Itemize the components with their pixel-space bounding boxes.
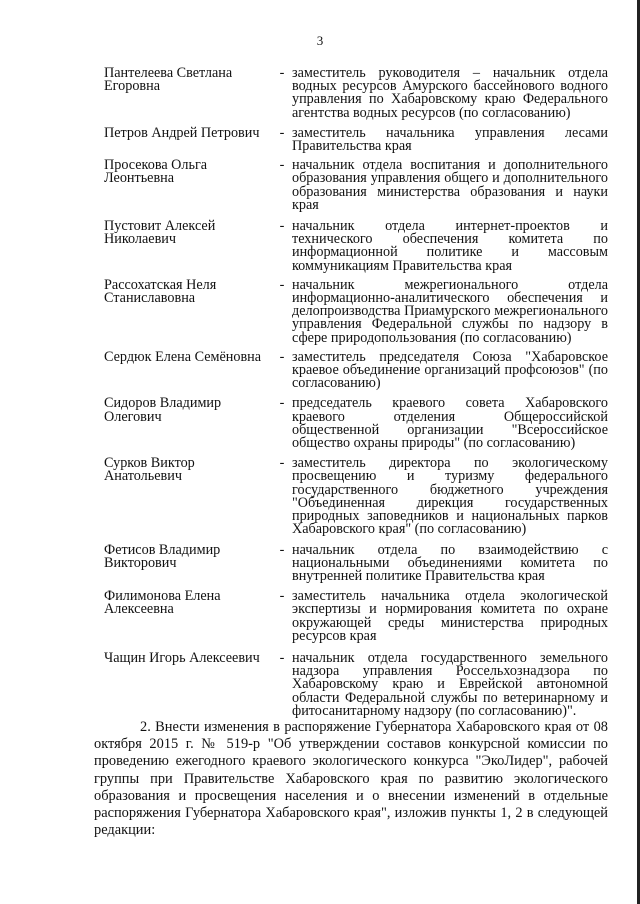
member-name: Сидоров Владимир Олегович — [104, 395, 222, 425]
member-role: начальник межрегионального отдела информационно-аналитического обеспечения и делопроизводства Приамурского межрегионального управления Федеральной службы по надзору в сфере природопользования (по согласованию) — [292, 276, 608, 346]
member-dash: - — [279, 649, 285, 666]
member-dash: - — [279, 218, 285, 235]
member-role: заместитель руководителя – начальник отдела водных ресурсов Амурского бассейнового водного управления по Хабаровскому краю Федерального агентства водных ресурсов (по согласованию) — [292, 65, 608, 121]
member-name: Петров Андрей Петрович — [104, 124, 260, 141]
member-name: Рассохатская Неля Станиславовна — [104, 276, 217, 307]
member-name: Просекова Ольга Леонтьевна — [104, 157, 208, 187]
member-roster — [104, 67, 608, 718]
member-dash: - — [279, 276, 285, 293]
member-entry — [104, 348, 608, 392]
member-name: Сурков Виктор Анатольевич — [104, 455, 195, 485]
member-entry — [104, 541, 608, 584]
member-dash: - — [279, 348, 285, 365]
member-role: начальник отдела воспитания и дополнительного образования управления общего и дополнительного образования министерства образования и науки края — [292, 157, 608, 213]
member-name: Сердюк Елена Семёновна — [104, 348, 262, 365]
member-entry — [104, 590, 608, 643]
member-entry — [104, 220, 608, 273]
member-entry — [104, 457, 608, 536]
member-role: председатель краевого совета Хабаровского краевого отделения Общероссийской общественной организации "Всероссийское общество охраны природы" (по согласованию) — [292, 395, 608, 452]
member-role: заместитель директора по экологическому просвещению и туризму федерального государственного бюджетного учреждения "Объединенная дирекция государственных природных заповедников и национальных парков Хабаровского края" (по согласованию) — [292, 455, 608, 538]
member-role: начальник отдела интернет-проектов и технического обеспечения комитета по информационной политике и массовым коммуникациям Правительства края — [292, 218, 608, 274]
member-dash: - — [279, 65, 285, 81]
member-role: начальник отдела государственного земельного надзора управления Россельхознадзора по Хабаровскому краю и Еврейской автономной области Федеральной службы по ветеринарному и фитосанитарному надзору (по согласованию)". — [292, 649, 608, 719]
member-dash: - — [279, 455, 285, 472]
member-dash: - — [279, 541, 285, 558]
member-entry — [104, 67, 608, 120]
member-name: Филимонова Елена Алексеевна — [104, 588, 221, 618]
member-entry — [104, 159, 608, 212]
member-role: заместитель председателя Союза "Хабаровское краевое объединение организаций профсоюзов" (по согласованию) — [292, 348, 608, 392]
member-entry — [104, 649, 608, 719]
member-dash: - — [279, 588, 285, 605]
member-name: Фетисов Владимир Викторович — [104, 541, 221, 571]
amendment-paragraph: 2. Внести изменения в распоряжение Губернатора Хабаровского края от 08 октября 2015 г. № 519-р "Об утверждении составов конкурсной комиссии по проведению ежегодного краевого экологического конкурса "ЭкоЛидер", рабочей группы при Правительстве Хабаровского края по развитию экологического образования и просвещения населения и о внесении изменений в отдельные распоряжения Губернатора Хабаровского края", изложив пункты 1, 2 в следующей редакции: — [94, 719, 608, 839]
member-name: Чащин Игорь Алексеевич — [104, 649, 260, 666]
member-entry — [104, 397, 608, 450]
member-entry — [104, 276, 608, 346]
member-role: начальник отдела по взаимодействию с национальными объединениями комитета по внутренней политике Правительства края — [292, 541, 608, 584]
page-number: 3 — [316, 33, 324, 48]
member-name: Пустовит Алексей Николаевич — [104, 218, 216, 248]
member-name: Пантелеева Светлана Егоровна — [104, 65, 233, 95]
member-dash: - — [279, 395, 285, 412]
member-entry — [104, 124, 608, 155]
member-role: заместитель начальника управления лесами Правительства края — [292, 124, 608, 155]
member-role: заместитель начальника отдела экологической экспертизы и нормирования комитета по охране окружающей среды министерства природных ресурсов края — [292, 588, 608, 644]
member-dash: - — [279, 124, 285, 141]
member-dash: - — [279, 157, 285, 174]
